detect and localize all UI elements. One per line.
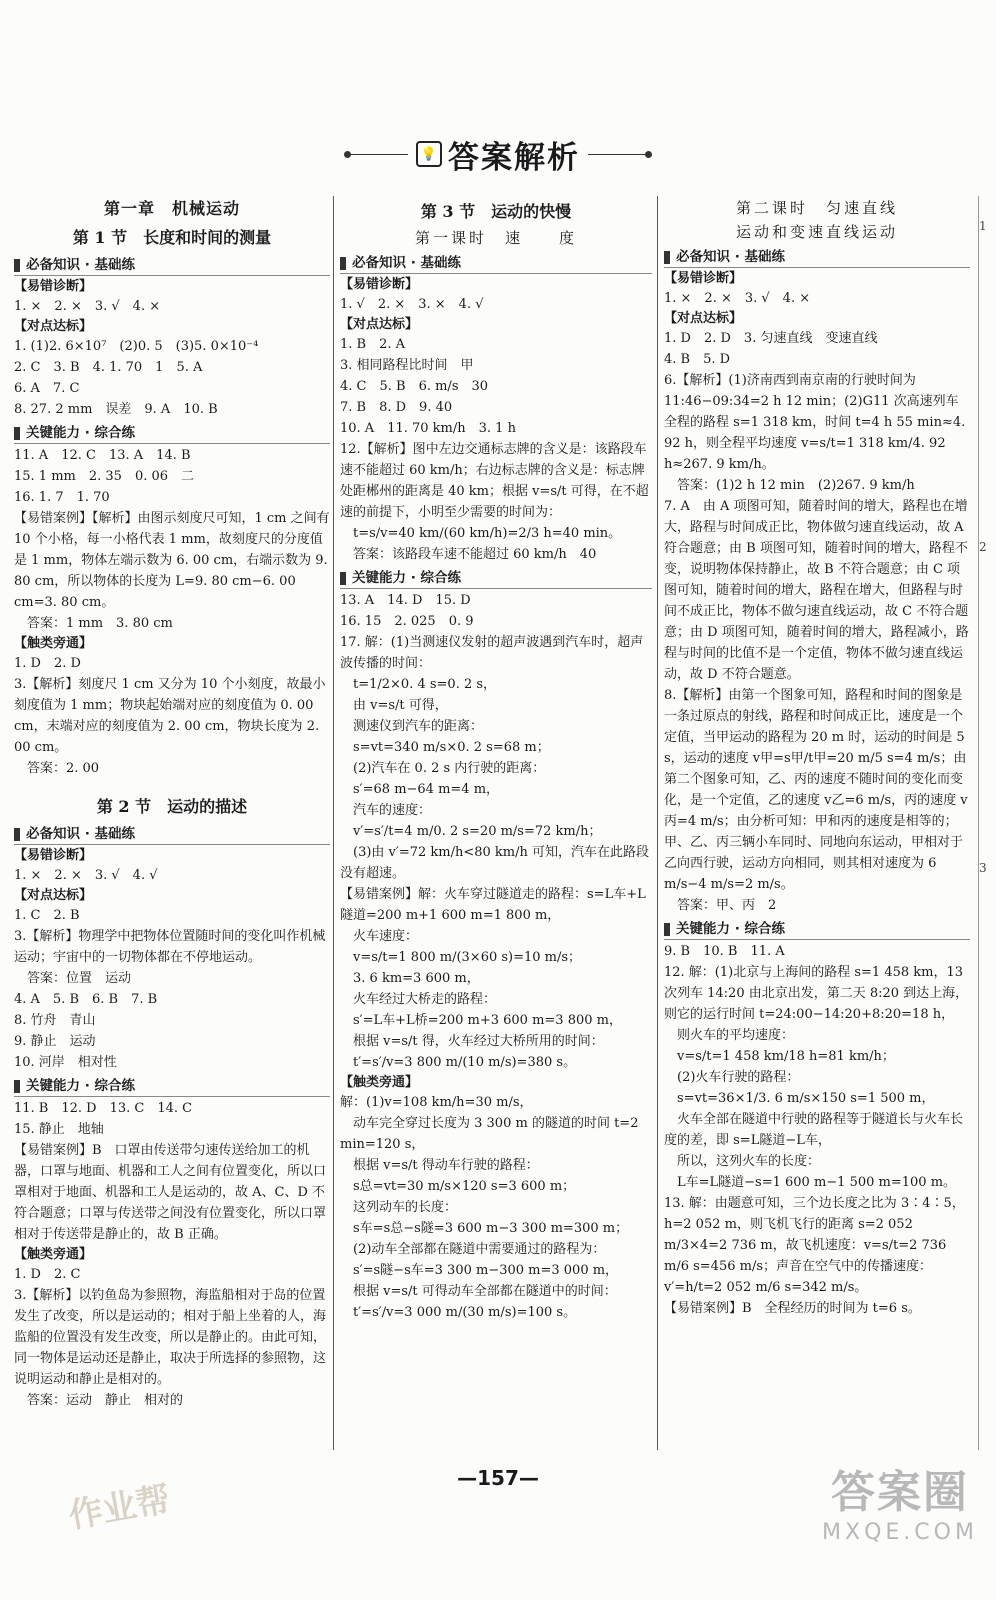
answer-line: 7. B 8. D 9. 40 bbox=[340, 400, 453, 415]
answer-line: (3)由 v′=72 km/h<80 km/h 可知，汽车在此路段没有超速。 bbox=[340, 845, 650, 881]
page-number: —157— bbox=[457, 1466, 539, 1490]
answers-header bbox=[0, 128, 996, 180]
label-tag: 【易错诊断】 bbox=[14, 848, 93, 863]
answer-line: 答案：该路段车速不能超过 60 km/h 40 bbox=[340, 547, 597, 562]
answer-line: 16. 1. 7 1. 70 bbox=[14, 490, 110, 505]
edge-fragment: 1 bbox=[979, 219, 987, 233]
answer-line: 8.【解析】由第一个图象可知，路程和时间的图象是一条过原点的射线，路程和时间成正比，速度是一个定值，当甲运动的路程为 20 m 时，运动的时间是 5 s，运动的速度 v甲=s甲/t甲=20 m/5 s=4 m/s；由第二个图象可知，乙、丙的速度不随时间的变化而变化，是一个定值，乙的速度 v乙=6 m/s，丙的速度 v丙=4 m/s；由分析可知：甲和丙的速度是相等的；甲、乙、丙三辆小车同时、同地向东运动，甲相对于乙向西行驶，运动方向相同，则其相对速度为 6 m/s−4 m/s=2 m/s。 bbox=[664, 688, 968, 892]
answer-line: 11. A 12. C 13. A 14. B bbox=[14, 448, 191, 463]
answer-line: s′=68 m−64 m=4 m， bbox=[340, 782, 500, 797]
chapter-title: 第一章 机械运动 bbox=[103, 199, 240, 218]
watermark-left: 作业帮 bbox=[65, 1479, 174, 1537]
answer-line: 17. 解：(1)当测速仪发射的超声波遇到汽车时，超声波传播的时间： bbox=[340, 635, 644, 671]
section-band: 必备知识 · 基础练 bbox=[14, 255, 330, 276]
answer-line: 所以，这列火车的长度： bbox=[664, 1154, 821, 1169]
answer-line: 根据 v=s/t 得动车行驶的路程： bbox=[340, 1158, 539, 1173]
edge-fragment: 3 bbox=[979, 861, 987, 875]
answer-line: 答案：1 mm 3. 80 cm bbox=[14, 616, 173, 631]
answer-line: 4. B 5. D bbox=[664, 352, 731, 367]
watermark-logo-text: 答案圈 bbox=[831, 1467, 969, 1518]
answer-line: 10. 河岸 相对性 bbox=[14, 1055, 117, 1070]
section-title: 第 2 节 运动的描述 bbox=[96, 797, 248, 816]
answer-line: v′=s′/t=4 m/0. 2 s=20 m/s=72 km/h； bbox=[340, 824, 602, 839]
answer-line: 6. A 7. C bbox=[14, 381, 80, 396]
answer-line: 4. C 5. B 6. m/s 30 bbox=[340, 379, 489, 394]
answer-line: 根据 v=s/t 得，火车经过大桥所用的时间： bbox=[340, 1034, 604, 1049]
answer-line: 由 v=s/t 可得， bbox=[340, 698, 448, 713]
answer-line: 15. 1 mm 2. 35 0. 06 二 bbox=[14, 469, 195, 484]
section-band: 关键能力 · 综合练 bbox=[340, 568, 652, 589]
column-2 bbox=[340, 196, 652, 1452]
answer-line: 火车速度： bbox=[340, 929, 419, 944]
answer-line: 【易错案例】解：火车穿过隧道走的路程：s=L车+L隧道=200 m+1 600 m=1 800 m， bbox=[340, 887, 646, 923]
answer-line: 1. D 2. D bbox=[14, 656, 81, 671]
answer-line: 1. × 2. × 3. √ 4. × bbox=[14, 299, 161, 314]
answer-line: 3. 相同路程比时间 甲 bbox=[340, 358, 474, 373]
answer-line: 4. A 5. B 6. B 7. B bbox=[14, 992, 158, 1007]
answer-line: 16. 15 2. 025 0. 9 bbox=[340, 614, 474, 629]
answer-line: 3. 6 km=3 600 m， bbox=[340, 971, 480, 986]
subsection-title: 第一课时 速 度 bbox=[414, 229, 577, 247]
label-tag: 【对点达标】 bbox=[14, 888, 93, 903]
watermark-url: MXQE.COM bbox=[822, 1520, 978, 1545]
subsection-title: 第二课时 匀速直线 bbox=[735, 199, 898, 217]
label-tag: 【触类旁通】 bbox=[14, 1247, 93, 1262]
answer-line: 答案：2. 00 bbox=[14, 761, 100, 776]
answer-line: v=s/t=1 458 km/18 h=81 km/h； bbox=[664, 1049, 895, 1064]
answer-line: 9. 静止 运动 bbox=[14, 1034, 96, 1049]
answer-line: 动车完全穿过长度为 3 300 m 的隧道的时间 t=2 min=120 s， bbox=[340, 1116, 639, 1152]
answer-line: 答案：位置 运动 bbox=[14, 971, 132, 986]
answer-line: t′=s′/v=3 000 m/(30 m/s)=100 s。 bbox=[340, 1305, 577, 1320]
subsection-title: 运动和变速直线运动 bbox=[735, 223, 898, 241]
answer-line: 答案：甲、丙 2 bbox=[664, 898, 777, 913]
answer-line: s总=vt=30 m/s×120 s=3 600 m； bbox=[340, 1179, 576, 1194]
section-title: 第 1 节 长度和时间的测量 bbox=[72, 228, 272, 247]
spacer bbox=[14, 779, 330, 791]
answer-line: 【易错案例】【解析】由图示刻度尺可知，1 cm 之间有 10 个小格，每一小格代表 1 mm，故刻度尺的分度值是 1 mm，物体左端示数为 6. 00 cm，右端示数为 9. 80 cm，所以物体的长度为 L=9. 80 cm−6. 00 cm=3. 80 cm。 bbox=[14, 511, 330, 610]
answer-line: t=s/v=40 km/(60 km/h)=2/3 h=40 min。 bbox=[340, 526, 622, 541]
answer-line: 火车全部在隧道中行驶的路程等于隧道长与火车长度的差，即 s=L隧道−L车， bbox=[664, 1112, 964, 1148]
answer-line: 汽车的速度： bbox=[340, 803, 432, 818]
answer-line: 15. 静止 地轴 bbox=[14, 1122, 104, 1137]
page-title: 答案解析 bbox=[448, 139, 580, 176]
answer-line: 6.【解析】(1)济南西到南京南的行驶时间为 11:46−09:34=2 h 12 min；(2)G11 次高速列车全程的路程 s=1 318 km，时间 t=4 h 55 min≈4. 92 h，则全程平均速度 v=s/t=1 318 km/4. 92 h≈267. 9 km/h。 bbox=[664, 373, 966, 472]
column-divider bbox=[657, 196, 658, 1450]
answer-line: (2)动车全部都在隧道中需要通过的路程为： bbox=[340, 1242, 606, 1257]
label-tag: 【对点达标】 bbox=[664, 311, 743, 326]
answer-line: 火车经过大桥走的路程： bbox=[340, 992, 497, 1007]
answer-line: 1. × 2. × 3. √ 4. √ bbox=[14, 868, 158, 883]
answer-line: 测速仪到汽车的距离： bbox=[340, 719, 484, 734]
answer-line: 11. B 12. D 13. C 14. C bbox=[14, 1101, 193, 1116]
answer-line: 1. D 2. D 3. 匀速直线 变速直线 bbox=[664, 331, 878, 346]
answer-line: 8. 27. 2 mm 误差 9. A 10. B bbox=[14, 402, 218, 417]
section-band: 关键能力 · 综合练 bbox=[14, 423, 330, 444]
edge-fragment: 2 bbox=[979, 540, 987, 554]
answer-line: s′=L车+L桥=200 m+3 600 m=3 800 m， bbox=[340, 1013, 622, 1028]
answer-line: 这列动车的长度： bbox=[340, 1200, 458, 1215]
label-tag: 【易错诊断】 bbox=[14, 279, 93, 294]
answer-line: 1. C 2. B bbox=[14, 908, 80, 923]
answer-line: 7. A 由 A 项图可知，随着时间的增大，路程也在增大，路程与时间成正比，物体做匀速直线运动，故 A 符合题意；由 B 项图可知，随着时间的增大，路程不变，说明物体保持静止，故 B 不符合题意；由 C 项图可知，随着时间的增大，路程在增大，但路程与时间不成正比，物体不做匀速直线运动，故 C 不符合题意；由 D 项图可知，随着时间的增大，路程减小，路程与时间的比值不是一个定值，物体不做匀速直线运动，故 D 不符合题意。 bbox=[664, 499, 969, 682]
label-tag: 【易错诊断】 bbox=[664, 271, 743, 286]
answer-line: s=vt=340 m/s×0. 2 s=68 m； bbox=[340, 740, 550, 755]
answer-line: 【易错案例】B 口罩由传送带匀速传送给加工的机器，口罩与地面、机器和工人之间有位置变化，所以口罩相对于地面、机器和工人是运动的，故 A、C、D 不符合题意；口罩与传送带之间没有位置变化，所以口罩相对于传送带是静止的，故 B 正确。 bbox=[14, 1143, 327, 1242]
watermark-right bbox=[810, 1466, 990, 1545]
answer-line: 解：(1)v=108 km/h=30 m/s， bbox=[340, 1095, 533, 1110]
answer-line: t′=s′/v=3 800 m/(10 m/s)=380 s。 bbox=[340, 1055, 577, 1070]
answer-line: 【易错案例】B 全程经历的时间为 t=6 s。 bbox=[664, 1301, 921, 1316]
answer-line: L车=L隧道−s=1 600 m−1 500 m=100 m。 bbox=[664, 1175, 957, 1190]
label-tag: 【对点达标】 bbox=[340, 317, 419, 332]
answer-line: t=1/2×0. 4 s=0. 2 s， bbox=[340, 677, 497, 692]
label-tag: 【对点达标】 bbox=[14, 319, 93, 334]
section-band: 必备知识 · 基础练 bbox=[664, 247, 970, 268]
answer-line: 13. A 14. D 15. D bbox=[340, 593, 471, 608]
answer-line: 2. C 3. B 4. 1. 70 1 5. A bbox=[14, 360, 203, 375]
answer-line: s′=s隧−s车=3 300 m−300 m=3 000 m， bbox=[340, 1263, 619, 1278]
answer-line: 3.【解析】以钓鱼岛为参照物，海监船相对于岛的位置发生了改变，所以是运动的；相对于船上坐着的人，海监船的位置没有发生改变，所以是静止的。由此可知，同一物体是运动还是静止，取决于所选择的参照物，这说明运动和静止是相对的。 bbox=[14, 1288, 327, 1387]
answer-line: 12. 解：(1)北京与上海间的路程 s=1 458 km，13 次列车 14:20 由北京出发，第二天 8:20 到达上海，则它的运行时间 t=24:00−14:20+8:20=18 h， bbox=[664, 965, 969, 1022]
answer-line: 1. (1)2. 6×10⁷ (2)0. 5 (3)5. 0×10⁻⁴ bbox=[14, 339, 259, 354]
answer-line: s车=s总−s隧=3 600 m−3 300 m=300 m； bbox=[340, 1221, 629, 1236]
answer-line: 答案：运动 静止 相对的 bbox=[14, 1393, 184, 1408]
answer-line: 12.【解析】图中左边交通标志牌的含义是：该路段车速不能超过 60 km/h；右边标志牌的含义是：标志牌处距郴州的距离是 40 km；根据 v=s/t 可得，在不超速的前提下，小明至少需要的时间为： bbox=[340, 442, 649, 520]
answer-line: (2)火车行驶的路程： bbox=[664, 1070, 800, 1085]
answer-line: v=s/t=1 800 m/(3×60 s)=10 m/s； bbox=[340, 950, 582, 965]
answer-line: 根据 v=s/t 可得动车全部都在隧道中的时间： bbox=[340, 1284, 617, 1299]
answer-line: 1. √ 2. × 3. × 4. √ bbox=[340, 297, 484, 312]
label-tag: 【触类旁通】 bbox=[340, 1075, 419, 1090]
answer-line: 1. B 2. A bbox=[340, 337, 406, 352]
answer-line: 8. 竹舟 青山 bbox=[14, 1013, 96, 1028]
answer-line: 9. B 10. B 11. A bbox=[664, 944, 785, 959]
section-band: 必备知识 · 基础练 bbox=[340, 253, 652, 274]
answer-line: 13. 解：由题意可知，三个边长度之比为 3∶4∶5，h=2 052 m，则飞机飞行的距离 s=2 052 m/3×4=2 736 m，故飞机速度：v=s/t=2 736 m/6 s=456 m/s；声音在空气中的传播速度：v′=h/t=2 052 m/6 s=342 m/s。 bbox=[664, 1196, 965, 1295]
header-ornament-right bbox=[588, 154, 646, 155]
answer-line: 3.【解析】刻度尺 1 cm 又分为 10 个小刻度，故最小刻度值为 1 mm；物块起始端对应的刻度值为 0. 00 cm，末端对应的刻度值为 2. 00 cm，物块长度为 2. 00 cm。 bbox=[14, 677, 326, 755]
label-tag: 【触类旁通】 bbox=[14, 636, 93, 651]
answer-line: s=vt=36×1/3. 6 m/s×150 s=1 500 m， bbox=[664, 1091, 935, 1106]
answer-line: 1. D 2. C bbox=[14, 1267, 81, 1282]
label-tag: 【易错诊断】 bbox=[340, 277, 419, 292]
answer-line: 3.【解析】物理学中把物体位置随时间的变化叫作机械运动；宇宙中的一切物体都在不停地运动。 bbox=[14, 929, 326, 965]
next-page-edge bbox=[978, 196, 996, 1450]
answer-line: 则火车的平均速度： bbox=[664, 1028, 795, 1043]
answer-line: 10. A 11. 70 km/h 3. 1 h bbox=[340, 421, 516, 436]
section-band: 关键能力 · 综合练 bbox=[14, 1076, 330, 1097]
column-1 bbox=[14, 196, 330, 1452]
answer-line: 1. × 2. × 3. √ 4. × bbox=[664, 291, 811, 306]
column-3 bbox=[664, 196, 970, 1452]
answer-line: 答案：(1)2 h 12 min (2)267. 9 km/h bbox=[664, 478, 915, 493]
header-ornament-left bbox=[350, 154, 408, 155]
column-divider bbox=[333, 196, 334, 1450]
bulb-icon: 💡 bbox=[416, 141, 442, 167]
section-band: 关键能力 · 综合练 bbox=[664, 919, 970, 940]
answer-line: (2)汽车在 0. 2 s 内行驶的距离： bbox=[340, 761, 546, 776]
section-title: 第 3 节 运动的快慢 bbox=[420, 202, 572, 221]
section-band: 必备知识 · 基础练 bbox=[14, 824, 330, 845]
